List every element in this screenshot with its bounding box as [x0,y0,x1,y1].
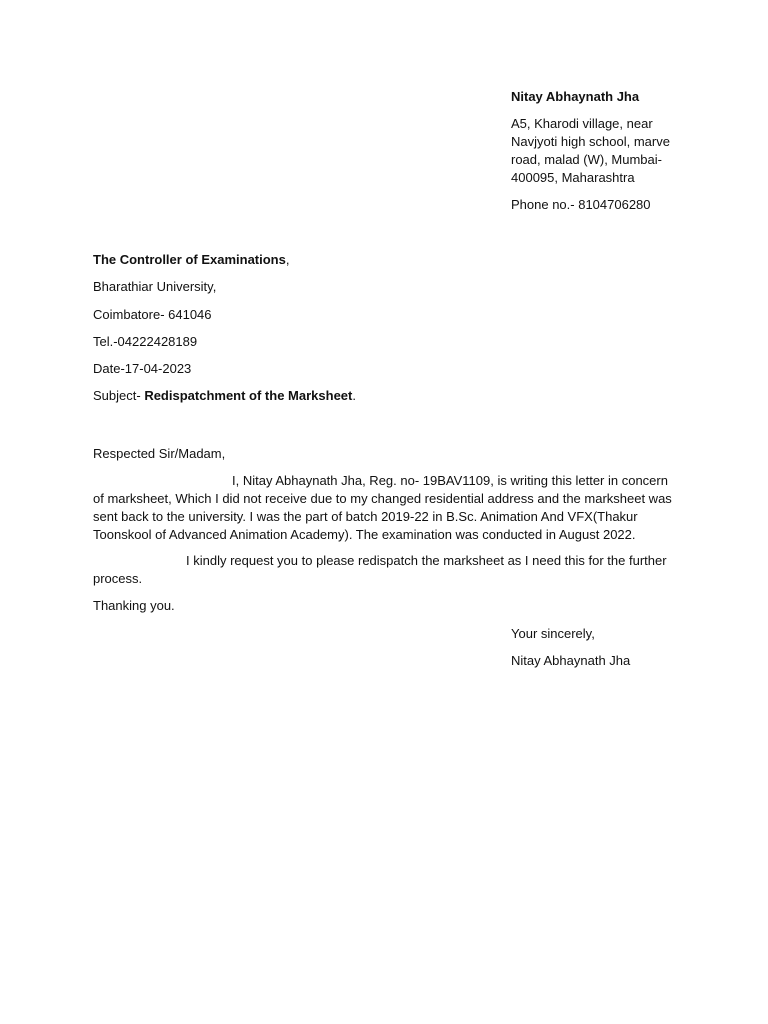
paragraph-line: process. [93,571,143,586]
recipient-city: Coimbatore- 641046 [93,306,212,322]
thanking-line: Thanking you. [93,598,175,613]
valediction: Your sincerely, [511,626,595,641]
sender-block [511,88,681,214]
paragraph-line: I, Nitay Abhaynath Jha, Reg. no- 19BAV1109, is writing this letter in concern [232,473,668,488]
paragraph-line: sent back to the university. I was the part of batch 2019-22 in B.Sc. Animation And VFX(Thakur [93,509,638,524]
sender-address-line: road, malad (W), Mumbai- [511,152,662,167]
salutation: Respected Sir/Madam, [93,446,226,461]
closing-block [511,625,630,680]
recipient-tel: Tel.-04222428189 [93,333,198,349]
body-paragraph-2 [93,552,677,588]
recipient-title-line [93,251,683,269]
recipient-title: The Controller of Examinations [93,252,286,267]
sender-name: Nitay Abhaynath Jha [511,89,640,104]
sender-address [511,115,681,187]
recipient-block [93,251,683,415]
paragraph-line: I kindly request you to please redispatch the marksheet as I need this for the further [186,553,667,568]
sender-address-line: A5, Kharodi village, near [511,116,653,131]
recipient-title-suffix: , [285,252,290,267]
paragraph-line: of marksheet, Which I did not receive due to my changed residential address and the marksheet was [93,491,672,506]
subject-line [93,387,683,405]
letter-date: Date-17-04-2023 [93,361,192,377]
body-paragraph-1 [93,472,677,544]
recipient-university: Bharathiar University, [93,279,217,295]
paragraph-line: Toonskool of Advanced Animation Academy). The examination was conducted in August 2022. [93,527,636,542]
sender-phone: Phone no.- 8104706280 [511,197,651,212]
sender-address-line: 400095, Maharashtra [511,170,635,185]
subject-suffix: . [352,388,356,404]
signature-name: Nitay Abhaynath Jha [511,653,631,669]
subject-text: Redispatchment of the Marksheet [144,388,353,404]
sender-address-line: Navjyoti high school, marve [511,134,670,149]
subject-prefix: Subject- [93,388,145,404]
